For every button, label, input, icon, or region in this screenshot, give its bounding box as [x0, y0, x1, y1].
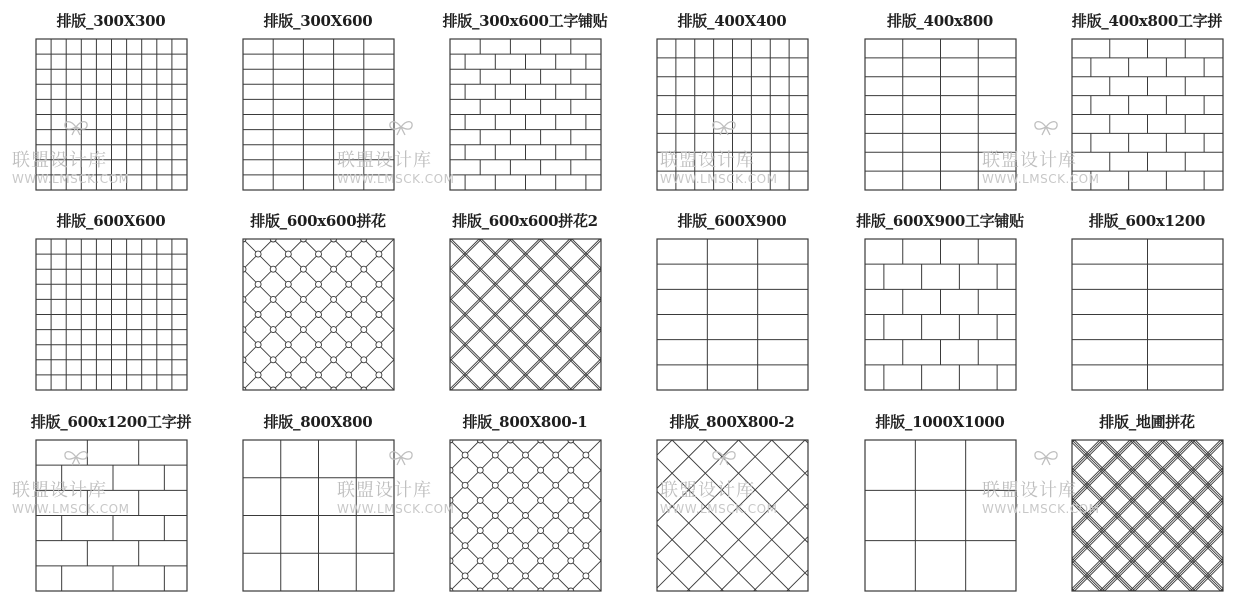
lattice-line-a: [541, 440, 602, 591]
lattice-line-a: [242, 239, 303, 390]
joint-knot: [583, 513, 589, 519]
lattice-line-b: [1071, 440, 1160, 591]
joint-knot: [538, 467, 544, 473]
joint-knot: [346, 312, 352, 318]
lattice-line-a: [1163, 440, 1224, 591]
joint-knot: [523, 452, 529, 458]
joint-knot: [553, 452, 559, 458]
pattern-title: 排版_800X800-1: [462, 413, 588, 431]
lattice-line-b: [1135, 440, 1224, 591]
joint-knot: [462, 573, 468, 579]
lattice-line-a: [1195, 440, 1224, 591]
diamond-lattice: [656, 440, 809, 591]
pattern-cell: [11, 401, 211, 601]
lattice-line-b: [449, 239, 481, 390]
joint-knot: [462, 543, 468, 549]
watermark-name: 联盟设计库: [337, 150, 432, 171]
joint-knot: [462, 482, 468, 488]
lattice-line-a: [672, 440, 809, 591]
tile-pattern: [35, 439, 188, 592]
pattern-title: 排版_600x600拼花: [250, 212, 386, 230]
joint-knot: [523, 573, 529, 579]
joint-knot: [331, 296, 337, 302]
joint-knot: [568, 528, 574, 534]
joint-knot: [376, 251, 382, 257]
lattice-line-b: [542, 239, 602, 390]
pattern-cell: [632, 0, 832, 200]
pattern-title: 排版_300x600工字铺贴: [442, 12, 608, 30]
tile-border: [657, 440, 808, 591]
tile-pattern: [35, 38, 188, 191]
joint-knot: [376, 312, 382, 318]
joint-knot: [346, 372, 352, 378]
joint-knot: [553, 573, 559, 579]
pattern-cell: [1047, 0, 1247, 200]
lattice-line-a: [1071, 440, 1100, 591]
watermark-url: WWW.LMSCK.COM: [660, 172, 778, 186]
lattice-line-b: [509, 239, 602, 390]
joint-knot: [492, 452, 498, 458]
joint-knot: [376, 372, 382, 378]
joint-knot: [507, 528, 513, 534]
watermark-name: 联盟设计库: [982, 480, 1077, 501]
lattice-line-b: [481, 239, 602, 390]
watermark-url: WWW.LMSCK.COM: [12, 502, 130, 516]
joint-knot: [255, 251, 261, 257]
lattice-line-a: [1071, 440, 1105, 591]
lattice-line-b: [656, 440, 739, 591]
watermark-url: WWW.LMSCK.COM: [12, 172, 130, 186]
diamond-lattice: [1071, 440, 1224, 591]
lattice-line-a: [542, 239, 602, 390]
watermark-url: WWW.LMSCK.COM: [660, 502, 778, 516]
joint-knot: [538, 528, 544, 534]
watermark-name: 联盟设计库: [337, 480, 432, 501]
joint-knot: [300, 327, 306, 333]
tile-pattern: [656, 38, 809, 191]
lattice-line-b: [656, 440, 805, 591]
watermark-name: 联盟设计库: [660, 150, 755, 171]
joint-knot: [477, 528, 483, 534]
joint-knot: [553, 513, 559, 519]
lattice-line-b: [1071, 440, 1100, 591]
joint-knot: [300, 357, 306, 363]
tile-pattern: [656, 238, 809, 391]
pattern-cell: [425, 0, 625, 200]
watermark-url: WWW.LMSCK.COM: [337, 502, 455, 516]
watermark-url: WWW.LMSCK.COM: [982, 172, 1100, 186]
pattern-cell: [632, 200, 832, 400]
pattern-cell: [218, 0, 418, 200]
lattice-line-a: [449, 440, 510, 591]
lattice-line-b: [1195, 440, 1224, 591]
joint-knot: [285, 281, 291, 287]
lattice-line-a: [656, 440, 757, 591]
lattice-line-a: [449, 239, 572, 390]
joint-knot: [462, 452, 468, 458]
pattern-cell: [1047, 200, 1247, 400]
lattice-line-a: [705, 440, 809, 591]
joint-knot: [316, 251, 322, 257]
pattern-cell: [632, 401, 832, 601]
tile-pattern: [242, 38, 395, 191]
joint-knot: [523, 543, 529, 549]
lattice-line-b: [449, 239, 570, 390]
tile-pattern: [35, 238, 188, 391]
pattern-cell: [218, 401, 418, 601]
lattice-line-b: [479, 239, 602, 390]
lattice-line-a: [449, 239, 481, 390]
watermark-name: 联盟设计库: [12, 480, 107, 501]
pattern-title: 排版_600X600: [56, 212, 166, 230]
lattice-line-b: [1071, 440, 1105, 591]
joint-knot: [568, 467, 574, 473]
joint-knot: [553, 543, 559, 549]
pattern-title: 排版_600x600拼花2: [452, 212, 598, 230]
tile-pattern: [449, 238, 602, 391]
joint-knot: [255, 372, 261, 378]
joint-knot: [285, 372, 291, 378]
lattice-line-a: [656, 440, 723, 591]
joint-knot: [255, 312, 261, 318]
joint-knot: [285, 312, 291, 318]
tile-pattern: [864, 238, 1017, 391]
joint-knot: [285, 251, 291, 257]
lattice-line-b: [334, 239, 395, 390]
joint-knot: [270, 357, 276, 363]
pattern-title: 排版_600x1200: [1088, 212, 1206, 230]
lattice-line-a: [1071, 440, 1132, 591]
pattern-cell: [840, 401, 1040, 601]
pattern-cell: [425, 401, 625, 601]
joint-knot: [331, 327, 337, 333]
joint-knot: [346, 281, 352, 287]
joint-knot: [270, 296, 276, 302]
pattern-cell: [218, 200, 418, 400]
joint-knot: [285, 342, 291, 348]
tile-border: [450, 239, 601, 390]
joint-knot: [361, 266, 367, 272]
watermark-name: 联盟设计库: [12, 150, 107, 171]
pattern-title: 排版_800X800-2: [669, 413, 795, 431]
lattice-line-b: [656, 440, 672, 591]
lattice-line-b: [787, 440, 809, 591]
lattice-line-a: [570, 239, 602, 390]
joint-knot: [477, 558, 483, 564]
lattice-line-b: [541, 440, 602, 591]
tile-pattern: [449, 38, 602, 191]
joint-knot: [316, 281, 322, 287]
lattice-line-b: [1190, 440, 1224, 591]
joint-knot: [300, 296, 306, 302]
joint-knot: [316, 342, 322, 348]
tile-pattern: [656, 439, 809, 592]
lattice-line-b: [449, 239, 572, 390]
joint-knot: [361, 327, 367, 333]
joint-knot: [300, 266, 306, 272]
diamond-lattice: [449, 239, 602, 390]
joint-knot: [507, 467, 513, 473]
watermark-url: WWW.LMSCK.COM: [982, 502, 1100, 516]
joint-knot: [316, 312, 322, 318]
pattern-title: 排版_400x800工字拼: [1071, 12, 1223, 30]
joint-knot: [523, 482, 529, 488]
tile-pattern: [242, 439, 395, 592]
pattern-cell: [425, 200, 625, 400]
lattice-line-b: [1163, 440, 1224, 591]
pattern-cell: [840, 0, 1040, 200]
lattice-line-a: [449, 239, 509, 390]
pattern-cell: [11, 200, 211, 400]
joint-knot: [583, 452, 589, 458]
joint-knot: [462, 513, 468, 519]
joint-knot: [331, 357, 337, 363]
pattern-title: 排版_600x1200工字拼: [30, 413, 192, 431]
tile-border: [865, 440, 1016, 591]
pattern-title: 排版_1000X1000: [875, 413, 1005, 431]
joint-knot: [270, 266, 276, 272]
joint-knot: [538, 558, 544, 564]
lattice-line-a: [479, 239, 602, 390]
lattice-line-b: [570, 239, 602, 390]
tile-pattern: [864, 38, 1017, 191]
watermark-name: 联盟设计库: [660, 480, 755, 501]
lattice-line-b: [449, 239, 509, 390]
pattern-cell: [840, 200, 1040, 400]
joint-knot: [492, 573, 498, 579]
pattern-title: 排版_地圃拼花: [1099, 413, 1195, 431]
joint-knot: [331, 266, 337, 272]
lattice-line-b: [449, 440, 510, 591]
lattice-line-a: [509, 239, 602, 390]
pattern-title: 排版_400x800: [886, 12, 994, 30]
lattice-line-a: [449, 239, 570, 390]
joint-knot: [361, 296, 367, 302]
tile-pattern: [1071, 439, 1224, 592]
lattice-line-a: [1190, 440, 1224, 591]
joint-knot: [477, 467, 483, 473]
joint-knot: [376, 281, 382, 287]
pattern-title: 排版_800X800: [263, 413, 373, 431]
watermark-name: 联盟设计库: [982, 150, 1077, 171]
joint-knot: [568, 497, 574, 503]
joint-knot: [316, 372, 322, 378]
lattice-line-b: [449, 239, 542, 390]
joint-knot: [346, 251, 352, 257]
joint-knot: [346, 342, 352, 348]
joint-knot: [361, 357, 367, 363]
joint-knot: [492, 543, 498, 549]
tile-pattern: [1071, 238, 1224, 391]
pattern-title: 排版_300X300: [56, 12, 166, 30]
lattice-line-a: [772, 440, 809, 591]
lattice-line-b: [242, 239, 303, 390]
pattern-title: 排版_300X600: [263, 12, 373, 30]
lattice-line-a: [449, 239, 542, 390]
watermark-url: WWW.LMSCK.COM: [337, 172, 455, 186]
pattern-cell: [1047, 401, 1247, 601]
pattern-cell: [11, 0, 211, 200]
joint-knot: [507, 558, 513, 564]
lattice-line-a: [481, 239, 602, 390]
joint-knot: [553, 482, 559, 488]
joint-knot: [507, 497, 513, 503]
joint-knot: [270, 327, 276, 333]
joint-knot: [538, 497, 544, 503]
joint-knot: [583, 482, 589, 488]
joint-knot: [255, 342, 261, 348]
joint-knot: [523, 513, 529, 519]
pattern-title: 排版_600X900: [677, 212, 787, 230]
joint-knot: [583, 543, 589, 549]
tile-pattern: [449, 439, 602, 592]
joint-knot: [376, 342, 382, 348]
joint-knot: [477, 497, 483, 503]
pattern-title: 排版_400X400: [677, 12, 787, 30]
joint-knot: [492, 482, 498, 488]
tile-pattern: [1071, 38, 1224, 191]
joint-knot: [583, 573, 589, 579]
joint-knot: [255, 281, 261, 287]
lattice-line-b: [1071, 440, 1132, 591]
joint-knot: [492, 513, 498, 519]
tile-pattern: [242, 238, 395, 391]
joint-knot: [568, 558, 574, 564]
pattern-title: 排版_600X900工字铺贴: [856, 212, 1024, 230]
lattice-line-a: [334, 239, 395, 390]
tile-pattern: [864, 439, 1017, 592]
